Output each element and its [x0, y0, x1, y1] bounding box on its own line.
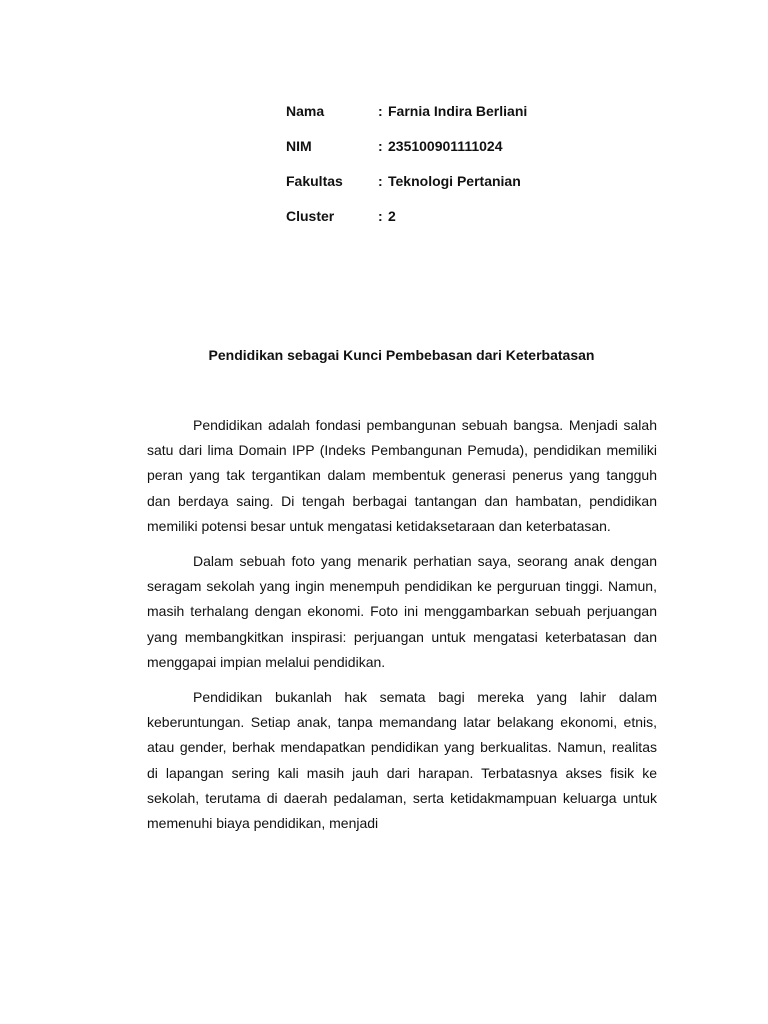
info-row-nim [286, 136, 527, 171]
info-separator: : [378, 208, 383, 224]
info-value: 2 [388, 208, 396, 224]
paragraph: Pendidikan adalah fondasi pembangunan sebuah bangsa. Menjadi salah satu dari lima Domain IPP (Indeks Pembangunan Pemuda), pendidikan memiliki peran yang tak tergantikan dalam membentuk generasi penerus yang tangguh dan berdaya saing. Di tengah berbagai tantangan dan hambatan, pendidikan memiliki potensi besar untuk mengatasi ketidaksetaraan dan keterbatasan. [147, 417, 657, 534]
info-row-faculty [286, 171, 527, 206]
info-label: Fakultas [286, 173, 343, 189]
info-label: NIM [286, 138, 312, 154]
student-info-table [286, 101, 527, 241]
info-label: Cluster [286, 208, 335, 224]
paragraph: Dalam sebuah foto yang menarik perhatian saya, seorang anak dengan seragam sekolah yang ingin menempuh pendidikan ke perguruan tinggi. Namun, masih terhalang dengan ekonomi. Foto ini menggambarkan sebuah perjuangan yang membangkitkan inspirasi: perjuangan untuk mengatasi keterbatasan dan menggapai impian melalui pendidikan. [147, 553, 657, 670]
info-separator: : [378, 103, 383, 119]
paragraph: Pendidikan bukanlah hak semata bagi mereka yang lahir dalam keberuntungan. Setiap anak, tanpa memandang latar belakang ekonomi, etnis, atau gender, berhak mendapatkan pendidikan yang berkualitas. Namun, realitas di lapangan sering kali masih jauh dari harapan. Terbatasnya akses fisik ke sekolah, terutama di daerah pedalaman, serta ketidakmampuan keluarga untuk memenuhi biaya pendidikan, menjadi [147, 689, 657, 832]
document-title: Pendidikan sebagai Kunci Pembebasan dari Keterbatasan [208, 347, 595, 363]
body-text [147, 413, 657, 846]
info-value: Teknologi Pertanian [388, 173, 521, 189]
info-row-cluster [286, 206, 527, 241]
info-value: 235100901111024 [388, 138, 503, 154]
info-row-name [286, 101, 527, 136]
info-value: Farnia Indira Berliani [388, 103, 528, 119]
info-separator: : [378, 173, 383, 189]
info-label: Nama [286, 103, 325, 119]
info-separator: : [378, 138, 383, 154]
